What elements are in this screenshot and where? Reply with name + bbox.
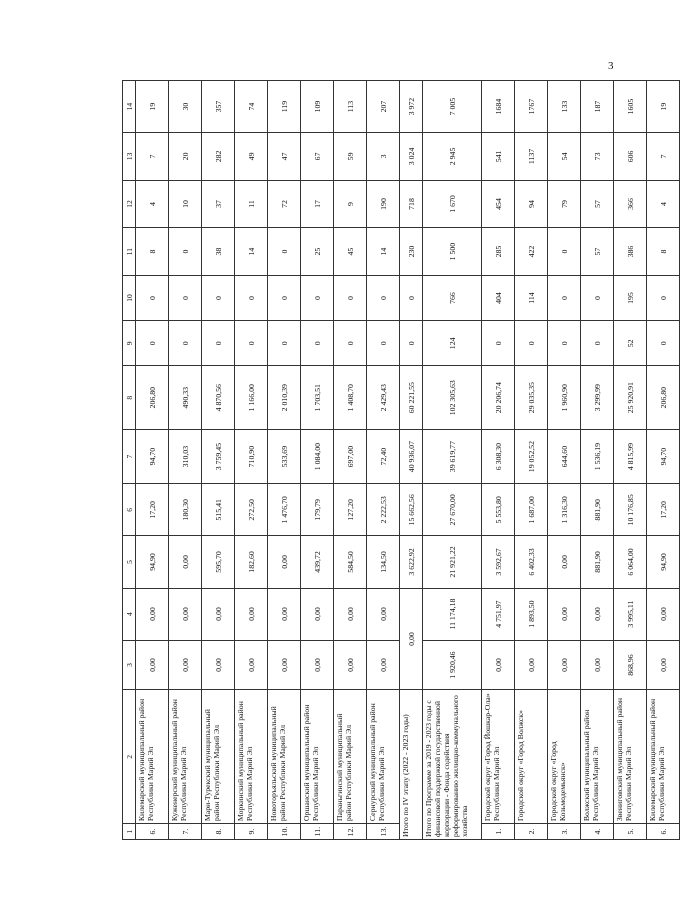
row-value: 94,90 (647, 536, 680, 588)
row-value: 0 (548, 275, 581, 320)
row-value: 3 299,99 (581, 366, 614, 429)
program-total-value: 21 921,22 (423, 536, 482, 588)
row-value: 0 (268, 275, 301, 320)
row-value: 25 920,91 (614, 366, 647, 429)
row-value: 134,50 (367, 536, 400, 588)
row-value: 1 084,00 (301, 429, 334, 483)
row-value: 94,90 (136, 536, 169, 588)
row-value: 0,00 (169, 588, 202, 640)
program-total-value: 102 305,63 (423, 366, 482, 429)
row-value: 0 (548, 228, 581, 276)
row-value: 0,00 (334, 588, 367, 640)
row-number: 5. (614, 824, 647, 840)
row-value: 94,70 (136, 429, 169, 483)
table-body (123, 81, 680, 840)
row-value: 0,00 (647, 640, 680, 690)
row-number: 6. (647, 824, 680, 840)
row-value: 206,80 (647, 366, 680, 429)
row-value: 0 (169, 275, 202, 320)
row-value: 10 176,85 (614, 484, 647, 536)
table-row (169, 81, 202, 840)
row-name: Оршанский муниципальный район Республики Марий Эл (301, 690, 334, 824)
row-value: 74 (235, 81, 268, 133)
row-value: 5 553,80 (482, 484, 515, 536)
row-value: 0,00 (548, 640, 581, 690)
row-value: 179,79 (301, 484, 334, 536)
row-value: 0 (301, 275, 334, 320)
stage-total-value: 60 221,55 (400, 366, 423, 429)
row-value: 4 751,97 (482, 588, 515, 640)
row-value: 182,60 (235, 536, 268, 588)
table-row (136, 81, 169, 840)
program-total-value: 1 920,46 (423, 640, 482, 690)
row-value: 1 703,51 (301, 366, 334, 429)
header-cell: 8 (123, 366, 136, 429)
row-value: 0,00 (268, 588, 301, 640)
row-value: 881,90 (581, 536, 614, 588)
program-table (122, 80, 680, 840)
row-value: 0,00 (548, 588, 581, 640)
table-row (647, 81, 680, 840)
table-row (268, 81, 301, 840)
stage-total-value: 230 (400, 228, 423, 276)
row-value: 8 (647, 228, 680, 276)
header-cell: 4 (123, 588, 136, 640)
row-value: 0 (647, 275, 680, 320)
row-value: 3 759,45 (202, 429, 235, 483)
row-value: 0,00 (202, 588, 235, 640)
row-value: 20 206,74 (482, 366, 515, 429)
row-value: 0 (169, 228, 202, 276)
row-value: 4 870,56 (202, 366, 235, 429)
row-value: 3 995,11 (614, 588, 647, 640)
row-value: 1 476,70 (268, 484, 301, 536)
row-number: 13. (367, 824, 400, 840)
row-name: Волжский муниципальный район Республики Марий Эл (581, 690, 614, 824)
row-value: 0,00 (367, 588, 400, 640)
row-value: 1 687,00 (515, 484, 548, 536)
row-value: 606 (614, 133, 647, 181)
row-number: 3. (548, 824, 581, 840)
row-value: 0,00 (334, 640, 367, 690)
table-row (581, 81, 614, 840)
row-number: 12. (334, 824, 367, 840)
row-value: 2 222,53 (367, 484, 400, 536)
row-value: 0 (581, 275, 614, 320)
row-number: 9. (235, 824, 268, 840)
row-value: 6 308,30 (482, 429, 515, 483)
row-value: 17,20 (136, 484, 169, 536)
row-value: 206,80 (136, 366, 169, 429)
row-value: 0,00 (202, 640, 235, 690)
row-name: Куженерский муниципальный район Республики Марий Эл (169, 690, 202, 824)
row-value: 0 (581, 321, 614, 366)
row-value: 0,00 (647, 588, 680, 640)
header-cell: 10 (123, 275, 136, 320)
row-number: 6. (136, 824, 169, 840)
row-value: 0,00 (235, 640, 268, 690)
stage-total-value: 3 972 (400, 81, 423, 133)
row-name: Городской округ «Город Волжск» (515, 690, 548, 824)
row-value: 0 (169, 321, 202, 366)
stage-total-value: 3 622,92 (400, 536, 423, 588)
row-value: 0,00 (136, 640, 169, 690)
row-value: 133 (548, 81, 581, 133)
row-value: 868,96 (614, 640, 647, 690)
row-value: 366 (614, 180, 647, 228)
header-cell: 2 (123, 690, 136, 824)
row-number: 11. (301, 824, 334, 840)
row-value: 0,00 (301, 588, 334, 640)
row-value: 0,00 (268, 640, 301, 690)
row-value: 454 (482, 180, 515, 228)
row-name: Сернурский муниципальный район Республики Марий Эл (367, 690, 400, 824)
row-name: Килемарский муниципальный район Республики Марий Эл (136, 690, 169, 824)
row-value: 0 (202, 321, 235, 366)
row-value: 67 (301, 133, 334, 181)
row-value: 285 (482, 228, 515, 276)
row-value: 0 (367, 275, 400, 320)
table-row (515, 81, 548, 840)
header-cell: 3 (123, 640, 136, 690)
row-value: 14 (235, 228, 268, 276)
row-value: 0 (136, 275, 169, 320)
row-value: 127,20 (334, 484, 367, 536)
table-row (334, 81, 367, 840)
row-value: 1767 (515, 81, 548, 133)
row-value: 113 (334, 81, 367, 133)
row-value: 710,90 (235, 429, 268, 483)
stage-total-value: 0 (400, 275, 423, 320)
row-value: 0,00 (301, 640, 334, 690)
row-value: 0,00 (581, 588, 614, 640)
stage-total-value: 718 (400, 180, 423, 228)
row-value: 0,00 (136, 588, 169, 640)
row-value: 7 (136, 133, 169, 181)
table-row (202, 81, 235, 840)
row-value: 490,33 (169, 366, 202, 429)
row-value: 180,30 (169, 484, 202, 536)
row-value: 0,00 (268, 536, 301, 588)
row-value: 0,00 (367, 640, 400, 690)
row-name: Моркинский муниципальный район Республики Марий Эл (235, 690, 268, 824)
row-name: Городской округ «Город Йошкар-Ола» Республики Марий Эл (482, 690, 515, 824)
row-value: 0 (301, 321, 334, 366)
row-value: 190 (367, 180, 400, 228)
row-value: 20 (169, 133, 202, 181)
row-name: Килемарский муниципальный район Республики Марий Эл (647, 690, 680, 824)
row-value: 0 (268, 321, 301, 366)
row-value: 19 (136, 81, 169, 133)
row-value: 207 (367, 81, 400, 133)
row-value: 114 (515, 275, 548, 320)
program-total-value: 7 005 (423, 81, 482, 133)
row-value: 30 (169, 81, 202, 133)
row-name: Звениговский муниципальный район Республики Марий Эл (614, 690, 647, 824)
row-value: 1605 (614, 81, 647, 133)
row-value: 0 (136, 321, 169, 366)
row-value: 515,41 (202, 484, 235, 536)
program-total-value: 11 174,18 (423, 588, 482, 640)
program-total-value: 27 670,00 (423, 484, 482, 536)
row-value: 73 (581, 133, 614, 181)
row-value: 3 592,67 (482, 536, 515, 588)
program-total-value: 124 (423, 321, 482, 366)
stage-total-row (400, 81, 423, 840)
row-value: 0 (334, 321, 367, 366)
row-value: 4 815,99 (614, 429, 647, 483)
row-value: 7 (647, 133, 680, 181)
row-value: 25 (301, 228, 334, 276)
row-value: 19 052,52 (515, 429, 548, 483)
row-value: 0 (202, 275, 235, 320)
row-value: 37 (202, 180, 235, 228)
row-value: 357 (202, 81, 235, 133)
program-total-value: 1 500 (423, 228, 482, 276)
row-value: 0,00 (548, 536, 581, 588)
row-name: Городской округ «Город Козьмодемьянск» (548, 690, 581, 824)
row-value: 57 (581, 180, 614, 228)
row-value: 1684 (482, 81, 515, 133)
header-cell: 9 (123, 321, 136, 366)
row-value: 2 010,39 (268, 366, 301, 429)
row-value: 72 (268, 180, 301, 228)
row-value: 881,90 (581, 484, 614, 536)
row-value: 52 (614, 321, 647, 366)
table-row (235, 81, 268, 840)
program-total-value: 2 945 (423, 133, 482, 181)
row-value: 19 (647, 81, 680, 133)
row-name: Параньгинский муниципальный район Республики Марий Эл (334, 690, 367, 824)
row-value: 109 (301, 81, 334, 133)
program-total-value: 766 (423, 275, 482, 320)
row-value: 10 (169, 180, 202, 228)
row-value: 310,03 (169, 429, 202, 483)
row-value: 1 536,19 (581, 429, 614, 483)
page-number: 3 (608, 60, 614, 72)
program-total-value: 1 670 (423, 180, 482, 228)
row-value: 0,00 (515, 640, 548, 690)
row-number: 1. (482, 824, 515, 840)
program-total-label: Итого по Программе за 2019 - 2023 годы с финансовой поддержкой государственной корпорации - Фонда содействия реформированию жилищно-коммунального хозяйства (423, 690, 482, 840)
row-number: 4. (581, 824, 614, 840)
row-value: 584,50 (334, 536, 367, 588)
row-value: 0 (482, 321, 515, 366)
row-value: 94,70 (647, 429, 680, 483)
row-value: 0,00 (235, 588, 268, 640)
row-value: 8 (136, 228, 169, 276)
row-value: 45 (334, 228, 367, 276)
row-value: 0,00 (482, 640, 515, 690)
row-number: 7. (169, 824, 202, 840)
header-cell: 6 (123, 484, 136, 536)
program-total-row (423, 81, 482, 840)
table-row (482, 81, 515, 840)
row-value: 272,50 (235, 484, 268, 536)
row-value: 6 402,33 (515, 536, 548, 588)
row-value: 533,69 (268, 429, 301, 483)
row-value: 14 (367, 228, 400, 276)
row-value: 59 (334, 133, 367, 181)
row-value: 541 (482, 133, 515, 181)
row-value: 38 (202, 228, 235, 276)
row-value: 94 (515, 180, 548, 228)
row-value: 0 (235, 321, 268, 366)
row-value: 119 (268, 81, 301, 133)
stage-total-value: 40 936,07 (400, 429, 423, 483)
row-name: Мари-Турекский муниципальный район Республики Марий Эл (202, 690, 235, 824)
row-value: 0 (647, 321, 680, 366)
row-value: 17,20 (647, 484, 680, 536)
row-value: 1 893,50 (515, 588, 548, 640)
row-value: 54 (548, 133, 581, 181)
row-value: 6 064,00 (614, 536, 647, 588)
header-cell: 1 (123, 824, 136, 840)
row-value: 3 (367, 133, 400, 181)
row-value: 72,40 (367, 429, 400, 483)
row-value: 0 (235, 275, 268, 320)
row-value: 47 (268, 133, 301, 181)
row-value: 29 035,35 (515, 366, 548, 429)
row-value: 1 960,90 (548, 366, 581, 429)
row-value: 0,00 (581, 640, 614, 690)
table-row (367, 81, 400, 840)
stage-total-value: 3 024 (400, 133, 423, 181)
row-value: 187 (581, 81, 614, 133)
row-value: 4 (136, 180, 169, 228)
row-value: 79 (548, 180, 581, 228)
header-cell: 11 (123, 228, 136, 276)
row-value: 1 408,70 (334, 366, 367, 429)
table-row (614, 81, 647, 840)
program-total-value: 39 619,77 (423, 429, 482, 483)
row-value: 9 (334, 180, 367, 228)
row-value: 1137 (515, 133, 548, 181)
stage-total-value: 0,00 (400, 588, 423, 690)
row-value: 404 (482, 275, 515, 320)
header-cell: 5 (123, 536, 136, 588)
table-row (301, 81, 334, 840)
row-value: 11 (235, 180, 268, 228)
row-value: 195 (614, 275, 647, 320)
row-number: 8. (202, 824, 235, 840)
header-cell: 14 (123, 81, 136, 133)
row-value: 57 (581, 228, 614, 276)
row-value: 1 316,30 (548, 484, 581, 536)
stage-total-value: 0 (400, 321, 423, 366)
row-value: 49 (235, 133, 268, 181)
row-value: 422 (515, 228, 548, 276)
row-value: 1 166,00 (235, 366, 268, 429)
header-cell: 12 (123, 180, 136, 228)
header-cell: 13 (123, 133, 136, 181)
row-value: 0 (334, 275, 367, 320)
header-cell: 7 (123, 429, 136, 483)
row-value: 0 (548, 321, 581, 366)
row-value: 17 (301, 180, 334, 228)
row-value: 595,70 (202, 536, 235, 588)
row-value: 697,00 (334, 429, 367, 483)
row-name: Новоторъяльский муниципальный район Республики Марий Эл (268, 690, 301, 824)
rotated-table-wrapper (122, 80, 668, 840)
row-value: 439,72 (301, 536, 334, 588)
row-value: 0 (515, 321, 548, 366)
row-number: 10. (268, 824, 301, 840)
header-row (123, 81, 136, 840)
row-number: 2. (515, 824, 548, 840)
row-value: 386 (614, 228, 647, 276)
table-row (548, 81, 581, 840)
row-value: 644,60 (548, 429, 581, 483)
row-value: 0,00 (169, 536, 202, 588)
row-value: 0 (268, 228, 301, 276)
stage-total-label: Итого по IV этапу (2022 - 2023 годы) (400, 690, 423, 840)
row-value: 4 (647, 180, 680, 228)
row-value: 2 429,43 (367, 366, 400, 429)
row-value: 0 (367, 321, 400, 366)
row-value: 0,00 (169, 640, 202, 690)
stage-total-value: 15 662,56 (400, 484, 423, 536)
row-value: 282 (202, 133, 235, 181)
